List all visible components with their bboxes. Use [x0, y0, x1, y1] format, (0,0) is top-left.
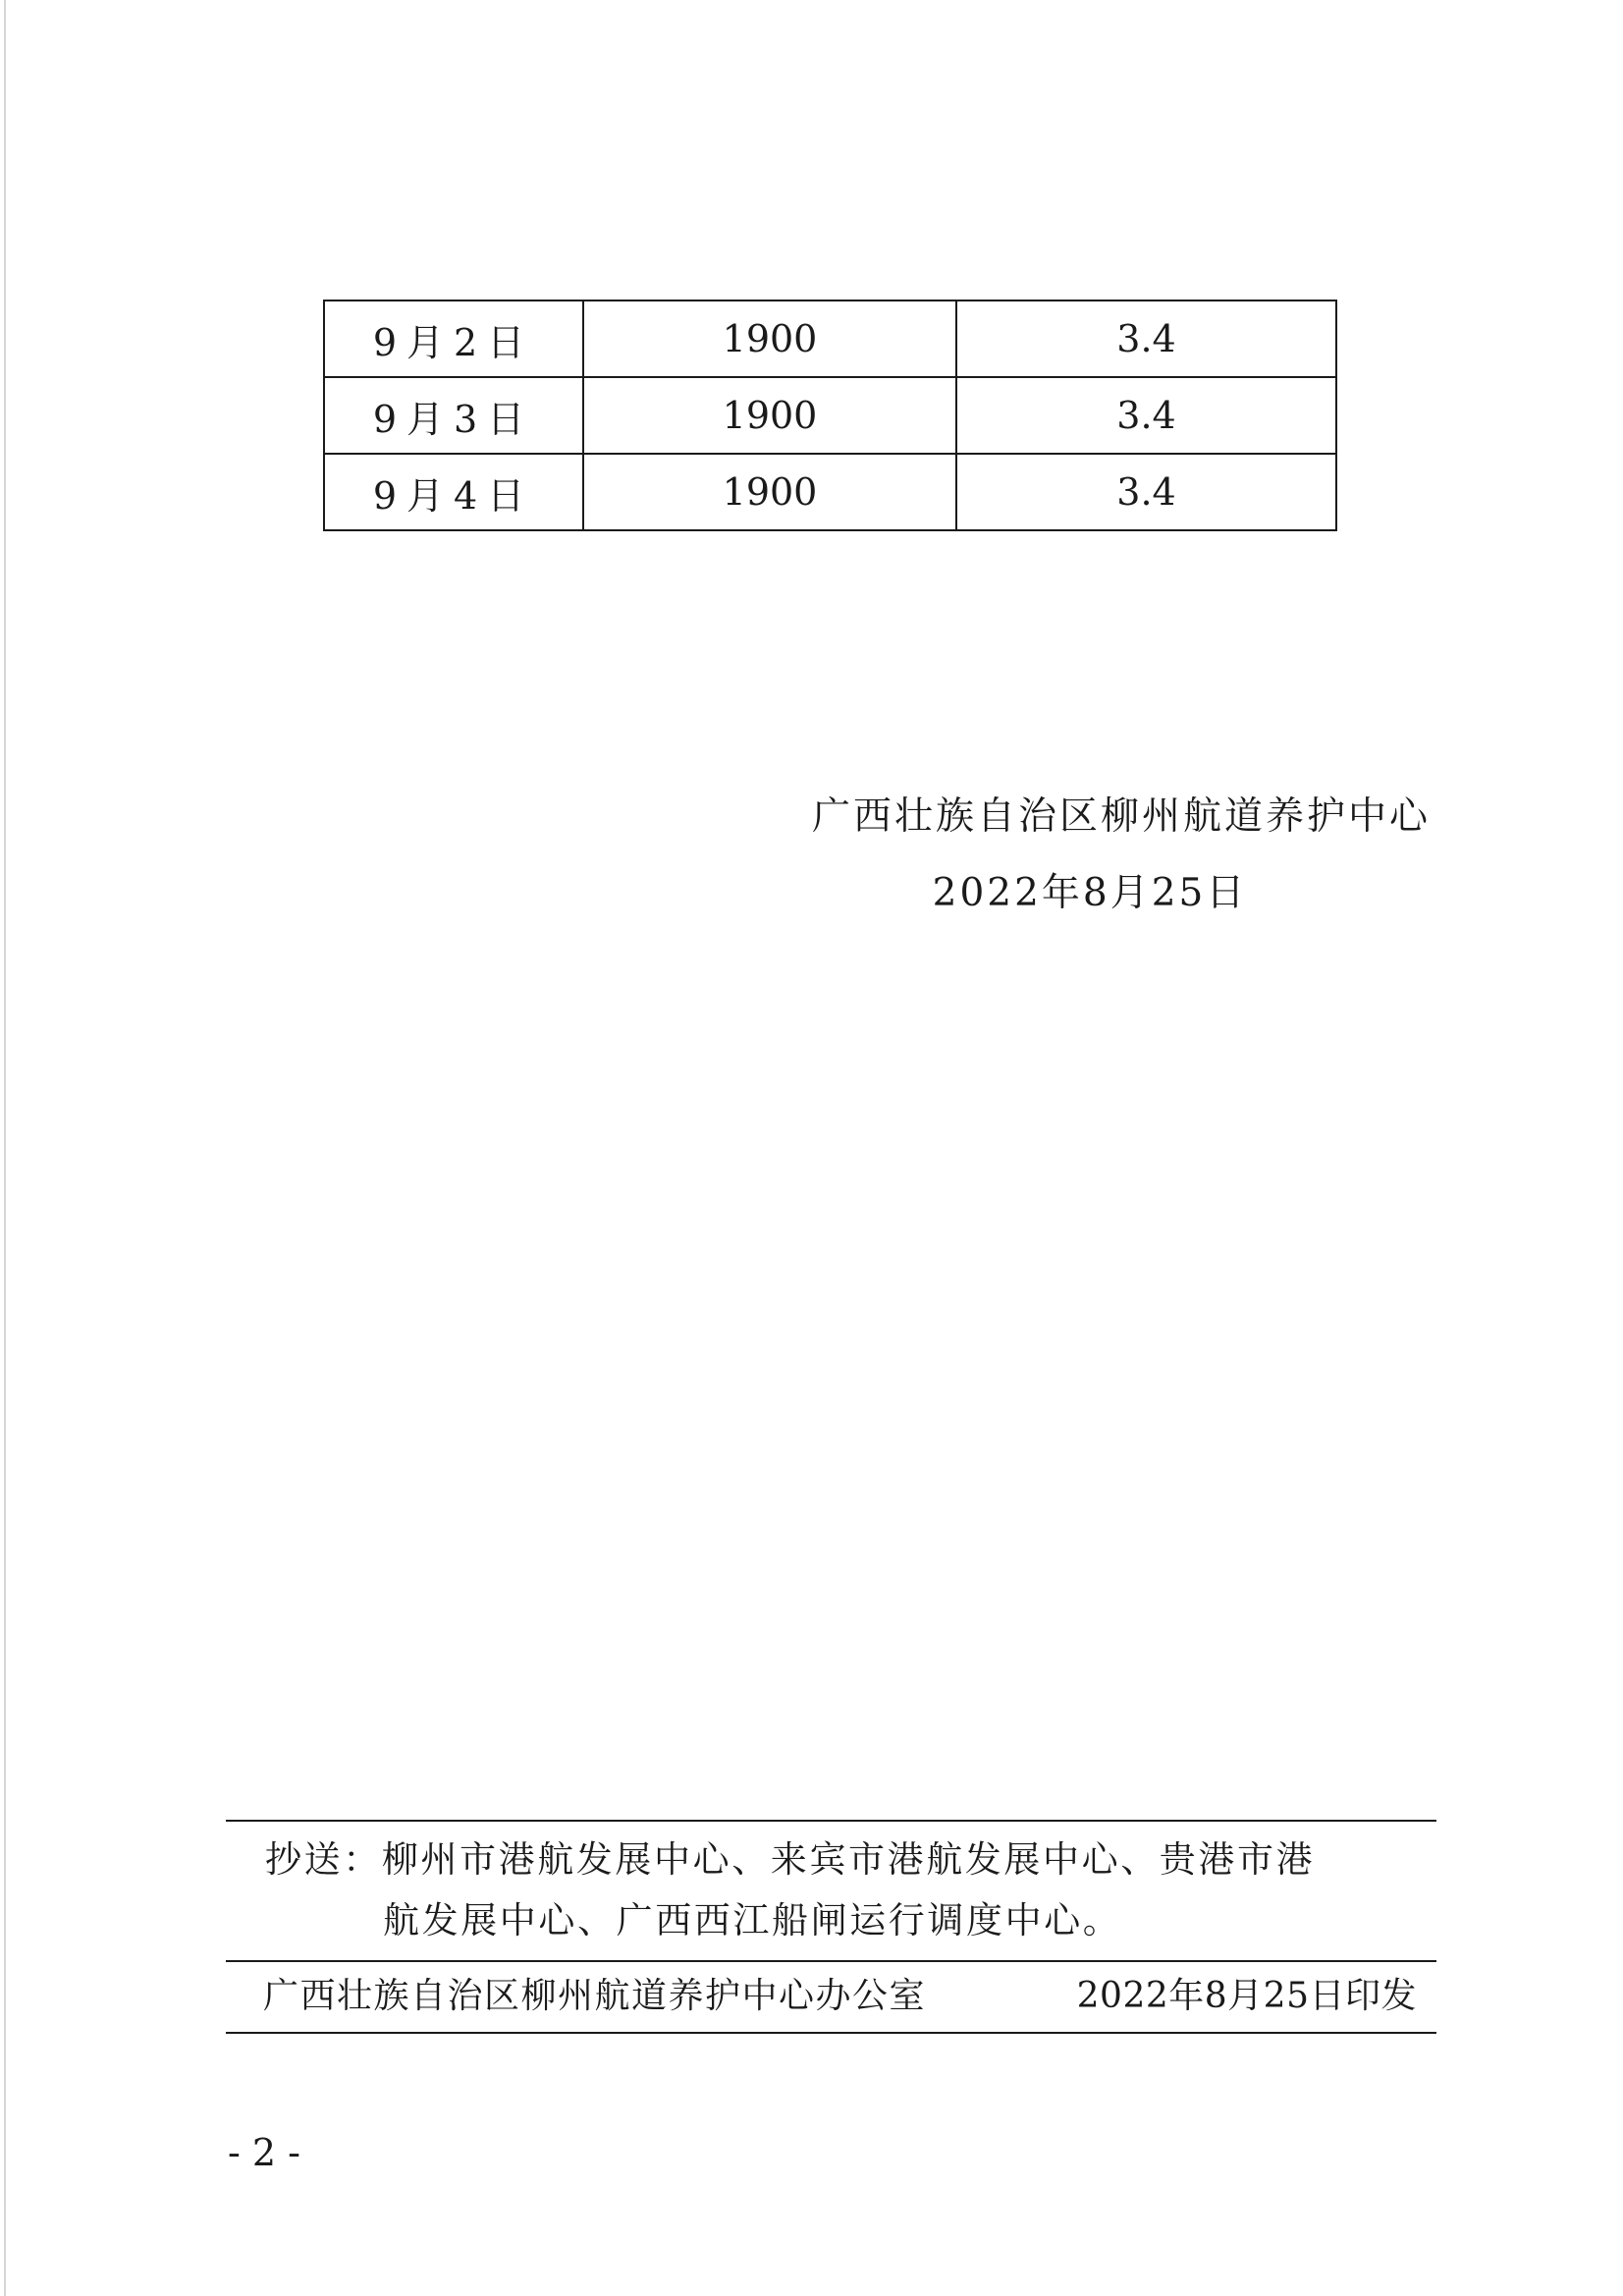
page-number: - 2 - [228, 2131, 301, 2174]
copy-to-label: 抄送： [265, 1838, 382, 1881]
page-edge-line [4, 0, 6, 2296]
issuer-line [263, 1967, 1417, 2026]
date-cell: 9月4日 [324, 454, 583, 530]
issuer-office: 广西壮族自治区柳州航道养护中心办公室 [263, 1976, 927, 2016]
divider-bottom [226, 2032, 1436, 2034]
flow-cell: 1900 [583, 377, 956, 454]
copy-to-line-1 [265, 1830, 1434, 1890]
table-row [324, 377, 1336, 454]
issue-date: 2022年8月25日印发 [1076, 1976, 1417, 2016]
copy-to-recipients-2: 航发展中心、广西西江船闸运行调度中心。 [383, 1899, 1122, 1941]
depth-cell: 3.4 [956, 301, 1336, 377]
divider-middle [226, 1960, 1436, 1962]
depth-cell: 3.4 [956, 377, 1336, 454]
table-row [324, 454, 1336, 530]
signature-organization: 广西壮族自治区柳州航道养护中心 [811, 794, 1431, 839]
divider-top [226, 1820, 1436, 1822]
water-level-table [323, 300, 1337, 531]
signature-date: 2022年8月25日 [932, 871, 1248, 915]
depth-cell: 3.4 [956, 454, 1336, 530]
date-cell: 9月2日 [324, 301, 583, 377]
signature-block [743, 786, 1431, 925]
table-row [324, 301, 1336, 377]
date-cell: 9月3日 [324, 377, 583, 454]
copy-to-block [265, 1830, 1434, 1951]
flow-cell: 1900 [583, 301, 956, 377]
copy-to-recipients-1: 柳州市港航发展中心、来宾市港航发展中心、贵港市港 [381, 1838, 1316, 1881]
flow-cell: 1900 [583, 454, 956, 530]
